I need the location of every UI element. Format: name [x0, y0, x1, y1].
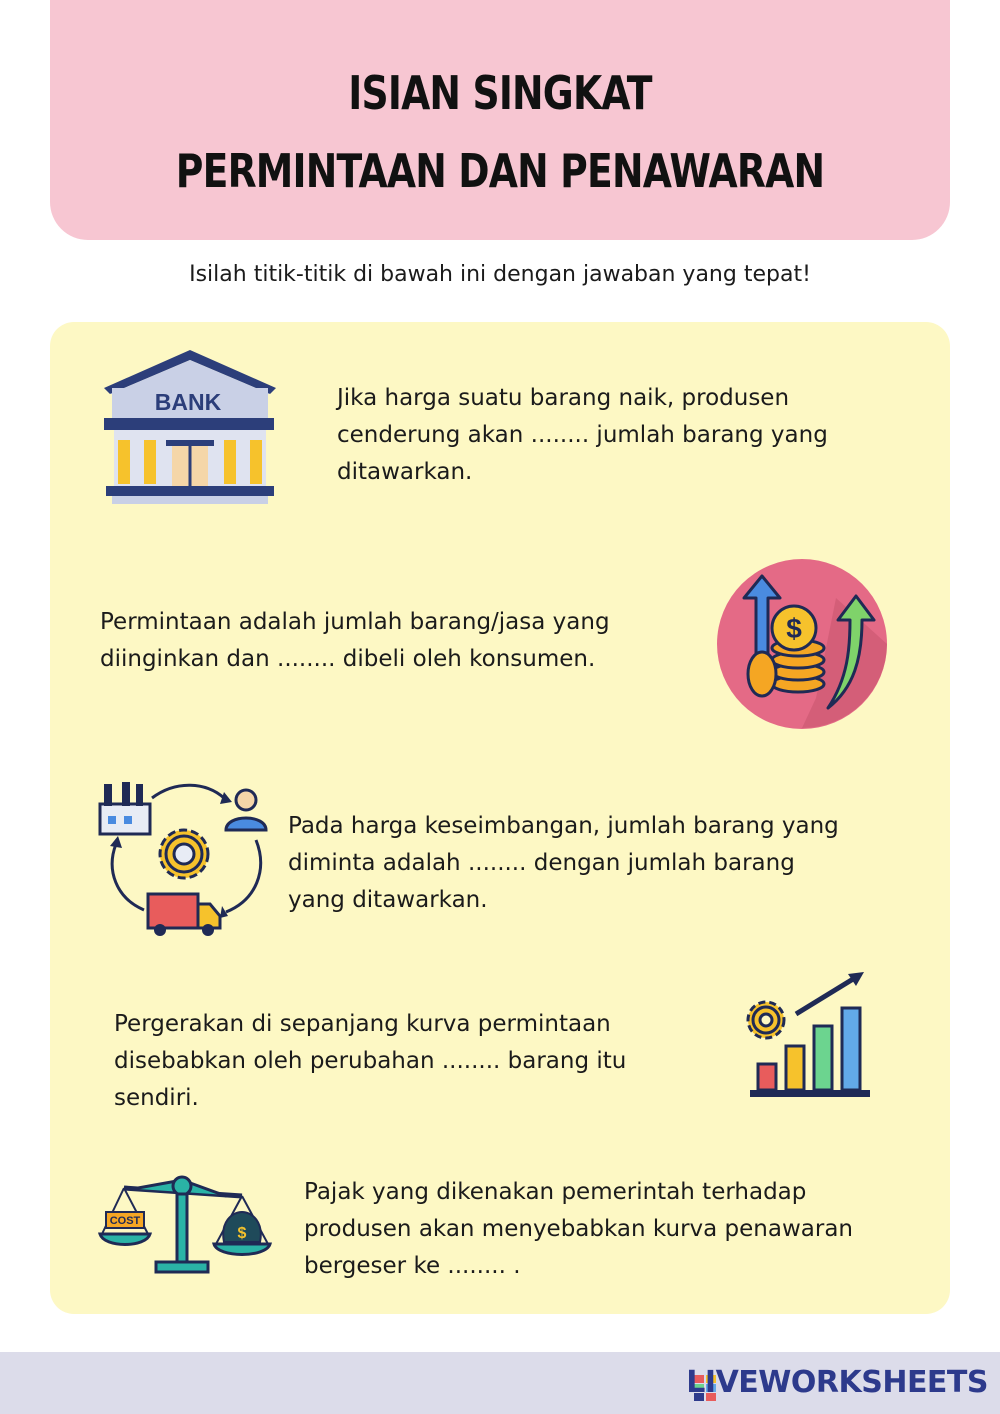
- dollar-sign-label: $: [786, 613, 802, 644]
- footer-brand[interactable]: LIVEWORKSHEETS: [686, 1365, 988, 1400]
- bank-label: BANK: [154, 389, 222, 415]
- balance-scale-icon: [98, 1166, 272, 1278]
- supply-cycle-icon: [96, 780, 276, 940]
- question-4: Pergerakan di sepanjang kurva permintaan disebabkan oleh perubahan ........ barang itu sendiri.: [114, 1011, 627, 1111]
- money-growth-icon: [716, 558, 888, 730]
- growth-chart-icon: [740, 968, 876, 1104]
- instruction-text: Isilah titik-titik di bawah ini dengan jawaban yang tepat!: [189, 262, 811, 287]
- money-bag-dollar-label: $: [237, 1225, 247, 1242]
- bank-icon: [100, 348, 280, 512]
- page-title-line2: PERMINTAAN DAN PENAWARAN: [175, 144, 825, 198]
- page-title-line1: ISIAN SINGKAT: [348, 66, 652, 120]
- cost-label: COST: [109, 1215, 141, 1227]
- question-5: Pajak yang dikenakan pemerintah terhadap produsen akan menyebabkan kurva penawaran bergeser ke ........ .: [304, 1179, 854, 1279]
- question-1: Jika harga suatu barang naik, produsen cenderung akan ........ jumlah barang yang ditawarkan.: [337, 385, 828, 485]
- header-banner: [50, 0, 950, 240]
- question-2: Permintaan adalah jumlah barang/jasa yang diinginkan dan ........ dibeli oleh konsumen.: [100, 609, 610, 672]
- question-3: Pada harga keseimbangan, jumlah barang yang diminta adalah ........ dengan jumlah barang yang ditawarkan.: [288, 813, 839, 913]
